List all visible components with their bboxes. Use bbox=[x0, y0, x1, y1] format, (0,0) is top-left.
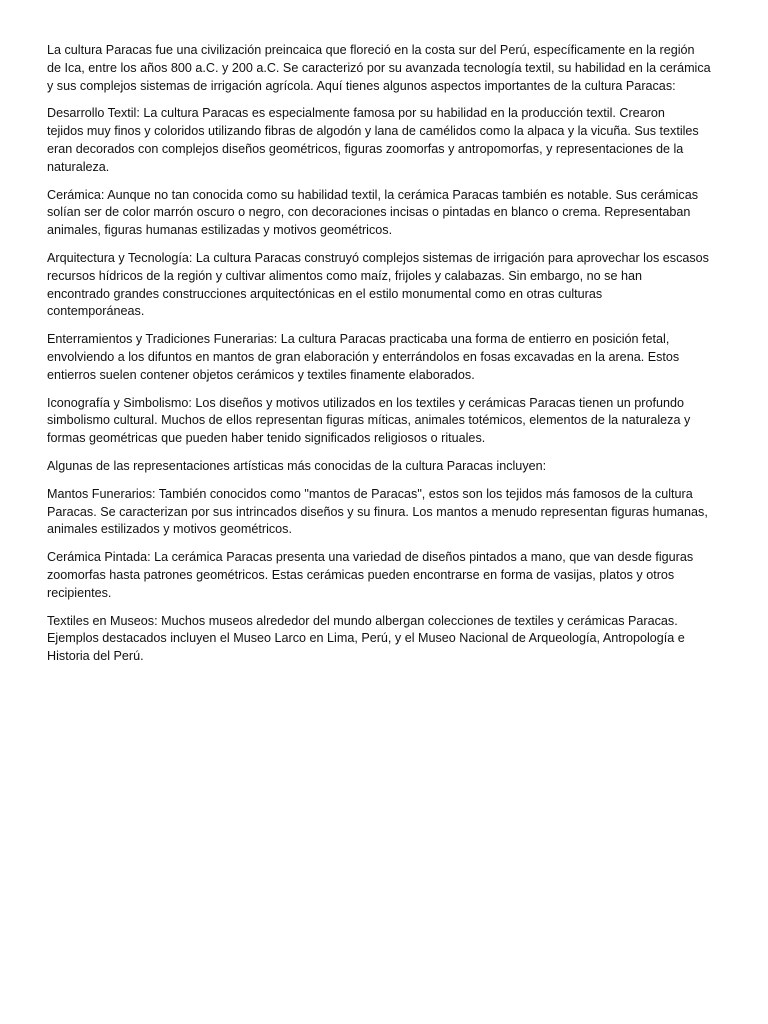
paragraph-iconografia: Iconografía y Simbolismo: Los diseños y motivos utilizados en los textiles y cerámicas Paracas tienen un profundo simbolismo cultural. Muchos de ellos representan figuras míticas, animales totémicos, elementos de la naturaleza y formas geométricas que pueden haber tenido significados religiosos o rituales. bbox=[47, 395, 691, 446]
paragraph-mantos-funerarios: Mantos Funerarios: También conocidos como "mantos de Paracas", estos son los tejidos más famosos de la cultura Paracas. Se caracterizan por sus intrincados diseños y su finura. Los mantos a menudo representan figuras humanas, animales estilizados y motivos geométricos. bbox=[47, 486, 708, 537]
paragraph-desarrollo-textil: Desarrollo Textil: La cultura Paracas es especialmente famosa por su habilidad en la producción textil. Crearon tejidos muy finos y coloridos utilizando fibras de algodón y lana de camélidos como la alpaca y la vicuña. Sus textiles eran decorados con complejos diseños geométricos, figuras zoomorfas y antropomorfas, y representaciones de la naturaleza. bbox=[47, 106, 699, 174]
paragraph-arquitectura-tecnologia: Arquitectura y Tecnología: La cultura Paracas construyó complejos sistemas de irrigación para aprovechar los escasos recursos hídricos de la región y cultivar alimentos como maíz, frijoles y calabazas. Sin embargo, no se han encontrado grandes construcciones arquitectónicas en el estilo monumental como en otras culturas contemporáneas. bbox=[47, 250, 709, 319]
paragraph-ceramica-pintada: Cerámica Pintada: La cerámica Paracas presenta una variedad de diseños pintados a mano, que van desde figuras zoomorfas hasta patrones geométricos. Estas cerámicas pueden encontrarse en forma de vasijas, platos y otros recipientes. bbox=[47, 550, 694, 600]
document-body bbox=[47, 42, 727, 676]
paragraph-ceramica: Cerámica: Aunque no tan conocida como su habilidad textil, la cerámica Paracas también es notable. Sus cerámicas solían ser de color marrón oscuro o negro, con decoraciones incisas o pintadas en blanco o crema. Representaban animales, figuras humanas estilizadas y motivos geométricos. bbox=[47, 187, 699, 238]
paragraph-enterramientos: Enterramientos y Tradiciones Funerarias: La cultura Paracas practicaba una forma de entierro en posición fetal, envolviendo a los difuntos en mantos de gran elaboración y enterrándolos en fosas excavadas en la arena. Estos entierros suelen contener objetos cerámicos y textiles finamente elaborados. bbox=[47, 332, 680, 382]
paragraph-intro: La cultura Paracas fue una civilización preincaica que floreció en la costa sur del Perú, específicamente en la región de Ica, entre los años 800 a.C. y 200 a.C. Se caracterizó por su avanzada tecnología textil, su habilidad en la cerámica y sus complejos sistemas de irrigación agrícola. Aquí tienes algunos aspectos importantes de la cultura Paracas: bbox=[47, 43, 711, 93]
paragraph-representaciones-intro: Algunas de las representaciones artísticas más conocidas de la cultura Paracas incluyen: bbox=[47, 458, 547, 473]
paragraph-textiles-museos: Textiles en Museos: Muchos museos alrededor del mundo albergan colecciones de textiles y cerámicas Paracas. Ejemplos destacados incluyen el Museo Larco en Lima, Perú, y el Museo Nacional de Arqueología, Antropología e Historia del Perú. bbox=[47, 613, 685, 664]
